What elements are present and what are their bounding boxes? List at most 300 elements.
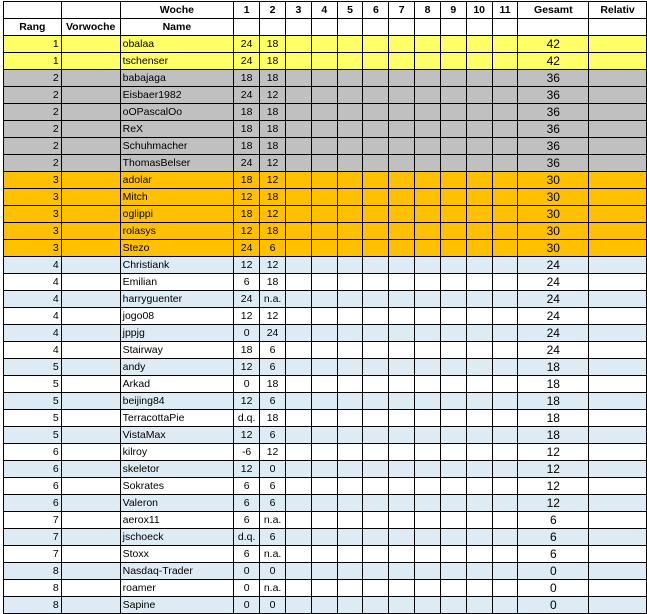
week-9-cell (440, 70, 466, 87)
rang-cell: 6 (4, 444, 62, 461)
week-10-cell (466, 376, 492, 393)
week-2-cell: n.a. (260, 580, 286, 597)
week-10-cell (466, 529, 492, 546)
gesamt-cell: 36 (518, 138, 589, 155)
week-5-cell (337, 53, 363, 70)
week-11-cell (492, 172, 518, 189)
week-9-cell (440, 189, 466, 206)
table-row (4, 461, 647, 478)
gesamt-cell: 12 (518, 444, 589, 461)
week-11-cell (492, 291, 518, 308)
relativ-cell (589, 291, 647, 308)
gesamt-cell: 30 (518, 172, 589, 189)
week-1-cell: 0 (234, 597, 260, 614)
week-2-cell: 18 (260, 36, 286, 53)
week-8-cell (415, 308, 441, 325)
rang-cell: 6 (4, 461, 62, 478)
table-row (4, 495, 647, 512)
vorwoche-cell (61, 121, 120, 138)
rang-cell: 2 (4, 70, 62, 87)
header-empty-cell (440, 19, 466, 36)
relativ-cell (589, 138, 647, 155)
gesamt-cell: 24 (518, 308, 589, 325)
week-2-cell: 24 (260, 325, 286, 342)
week-1-cell: 24 (234, 36, 260, 53)
week-2-cell: 6 (260, 240, 286, 257)
week-4-cell (311, 291, 337, 308)
week-4-cell (311, 563, 337, 580)
week-2-cell: 18 (260, 104, 286, 121)
week-7-cell (389, 529, 415, 546)
rang-cell: 7 (4, 529, 62, 546)
week-9-cell (440, 240, 466, 257)
week-4-cell (311, 274, 337, 291)
week-3-cell (286, 512, 312, 529)
week-1-cell: 6 (234, 478, 260, 495)
week-2-cell: 18 (260, 70, 286, 87)
week-5-cell (337, 240, 363, 257)
rang-cell: 3 (4, 172, 62, 189)
week-5-cell (337, 274, 363, 291)
week-2-cell: 12 (260, 172, 286, 189)
header-empty-cell (589, 19, 647, 36)
vorwoche-cell (61, 104, 120, 121)
rang-cell: 8 (4, 563, 62, 580)
vorwoche-cell (61, 546, 120, 563)
week-8-cell (415, 342, 441, 359)
week-6-cell (363, 87, 389, 104)
rang-cell: 5 (4, 393, 62, 410)
table-row (4, 359, 647, 376)
week-1-cell: d.q. (234, 529, 260, 546)
header-week-3: 3 (286, 2, 312, 19)
table-row (4, 189, 647, 206)
week-9-cell (440, 444, 466, 461)
relativ-cell (589, 376, 647, 393)
week-10-cell (466, 87, 492, 104)
gesamt-cell: 36 (518, 104, 589, 121)
week-1-cell: 24 (234, 155, 260, 172)
week-10-cell (466, 206, 492, 223)
week-9-cell (440, 546, 466, 563)
header-week-5: 5 (337, 2, 363, 19)
week-8-cell (415, 393, 441, 410)
week-5-cell (337, 138, 363, 155)
week-3-cell (286, 53, 312, 70)
week-6-cell (363, 138, 389, 155)
week-10-cell (466, 138, 492, 155)
week-1-cell: 24 (234, 291, 260, 308)
week-11-cell (492, 189, 518, 206)
rang-cell: 3 (4, 206, 62, 223)
week-2-cell: 12 (260, 206, 286, 223)
week-3-cell (286, 563, 312, 580)
week-10-cell (466, 172, 492, 189)
week-2-cell: 18 (260, 410, 286, 427)
week-11-cell (492, 529, 518, 546)
week-4-cell (311, 189, 337, 206)
week-2-cell: 18 (260, 53, 286, 70)
week-1-cell: 18 (234, 138, 260, 155)
header-row-weeks (4, 2, 647, 19)
vorwoche-cell (61, 172, 120, 189)
table-row (4, 410, 647, 427)
week-10-cell (466, 36, 492, 53)
vorwoche-cell (61, 291, 120, 308)
name-cell: VistaMax (120, 427, 234, 444)
week-7-cell (389, 546, 415, 563)
week-8-cell (415, 495, 441, 512)
week-4-cell (311, 410, 337, 427)
week-5-cell (337, 427, 363, 444)
week-11-cell (492, 376, 518, 393)
gesamt-cell: 6 (518, 529, 589, 546)
week-8-cell (415, 172, 441, 189)
gesamt-cell: 0 (518, 563, 589, 580)
rang-cell: 7 (4, 512, 62, 529)
week-4-cell (311, 393, 337, 410)
table-row (4, 257, 647, 274)
week-11-cell (492, 36, 518, 53)
week-4-cell (311, 36, 337, 53)
week-3-cell (286, 308, 312, 325)
week-9-cell (440, 274, 466, 291)
gesamt-cell: 12 (518, 461, 589, 478)
gesamt-cell: 36 (518, 87, 589, 104)
rang-cell: 7 (4, 546, 62, 563)
relativ-cell (589, 223, 647, 240)
week-3-cell (286, 155, 312, 172)
week-11-cell (492, 512, 518, 529)
week-4-cell (311, 529, 337, 546)
vorwoche-cell (61, 461, 120, 478)
week-4-cell (311, 512, 337, 529)
week-8-cell (415, 529, 441, 546)
rang-cell: 6 (4, 478, 62, 495)
table-row (4, 274, 647, 291)
name-cell: babajaga (120, 70, 234, 87)
week-2-cell: 0 (260, 563, 286, 580)
table-row (4, 597, 647, 614)
header-week-7: 7 (389, 2, 415, 19)
week-10-cell (466, 393, 492, 410)
week-8-cell (415, 325, 441, 342)
week-5-cell (337, 206, 363, 223)
week-7-cell (389, 36, 415, 53)
header-week-1: 1 (234, 2, 260, 19)
week-2-cell: 6 (260, 529, 286, 546)
week-11-cell (492, 206, 518, 223)
name-cell: Stoxx (120, 546, 234, 563)
week-7-cell (389, 478, 415, 495)
week-3-cell (286, 274, 312, 291)
vorwoche-cell (61, 580, 120, 597)
week-3-cell (286, 478, 312, 495)
week-1-cell: 0 (234, 563, 260, 580)
week-9-cell (440, 308, 466, 325)
week-5-cell (337, 580, 363, 597)
name-cell: rolasys (120, 223, 234, 240)
week-1-cell: 6 (234, 495, 260, 512)
week-5-cell (337, 563, 363, 580)
week-8-cell (415, 223, 441, 240)
week-10-cell (466, 325, 492, 342)
week-7-cell (389, 580, 415, 597)
week-3-cell (286, 240, 312, 257)
gesamt-cell: 30 (518, 206, 589, 223)
gesamt-cell: 36 (518, 121, 589, 138)
week-9-cell (440, 121, 466, 138)
week-5-cell (337, 87, 363, 104)
week-5-cell (337, 342, 363, 359)
week-6-cell (363, 495, 389, 512)
week-7-cell (389, 206, 415, 223)
week-9-cell (440, 291, 466, 308)
header-empty-cell (389, 19, 415, 36)
table-row (4, 427, 647, 444)
week-5-cell (337, 597, 363, 614)
rang-cell: 5 (4, 427, 62, 444)
gesamt-cell: 18 (518, 359, 589, 376)
week-5-cell (337, 393, 363, 410)
week-3-cell (286, 121, 312, 138)
week-5-cell (337, 291, 363, 308)
week-2-cell: 6 (260, 359, 286, 376)
vorwoche-cell (61, 257, 120, 274)
header-gesamt: Gesamt (518, 2, 589, 19)
gesamt-cell: 24 (518, 342, 589, 359)
name-cell: jppjg (120, 325, 234, 342)
week-3-cell (286, 325, 312, 342)
relativ-cell (589, 53, 647, 70)
header-blank-rang (4, 2, 62, 19)
gesamt-cell: 24 (518, 291, 589, 308)
week-9-cell (440, 87, 466, 104)
rang-cell: 4 (4, 308, 62, 325)
table-row (4, 291, 647, 308)
week-4-cell (311, 87, 337, 104)
table-row (4, 138, 647, 155)
rang-cell: 3 (4, 223, 62, 240)
week-2-cell: 6 (260, 393, 286, 410)
name-cell: tschenser (120, 53, 234, 70)
table-row (4, 121, 647, 138)
week-7-cell (389, 257, 415, 274)
week-11-cell (492, 597, 518, 614)
week-5-cell (337, 36, 363, 53)
gesamt-cell: 18 (518, 393, 589, 410)
week-11-cell (492, 410, 518, 427)
week-1-cell: 0 (234, 325, 260, 342)
header-name: Name (120, 19, 234, 36)
week-9-cell (440, 342, 466, 359)
week-10-cell (466, 444, 492, 461)
header-empty-cell (363, 19, 389, 36)
vorwoche-cell (61, 359, 120, 376)
week-6-cell (363, 172, 389, 189)
relativ-cell (589, 597, 647, 614)
name-cell: ThomasBelser (120, 155, 234, 172)
week-3-cell (286, 342, 312, 359)
week-1-cell: 24 (234, 240, 260, 257)
week-2-cell: 18 (260, 223, 286, 240)
week-3-cell (286, 597, 312, 614)
week-4-cell (311, 121, 337, 138)
vorwoche-cell (61, 342, 120, 359)
name-cell: beijing84 (120, 393, 234, 410)
header-empty-cell (466, 19, 492, 36)
week-4-cell (311, 53, 337, 70)
gesamt-cell: 6 (518, 546, 589, 563)
week-6-cell (363, 274, 389, 291)
week-7-cell (389, 444, 415, 461)
rang-cell: 2 (4, 104, 62, 121)
week-8-cell (415, 155, 441, 172)
week-6-cell (363, 308, 389, 325)
week-6-cell (363, 342, 389, 359)
week-9-cell (440, 36, 466, 53)
relativ-cell (589, 325, 647, 342)
week-7-cell (389, 427, 415, 444)
week-3-cell (286, 546, 312, 563)
name-cell: Sapine (120, 597, 234, 614)
week-3-cell (286, 393, 312, 410)
week-10-cell (466, 546, 492, 563)
week-11-cell (492, 546, 518, 563)
gesamt-cell: 36 (518, 70, 589, 87)
table-row (4, 393, 647, 410)
header-relativ: Relativ (589, 2, 647, 19)
week-8-cell (415, 478, 441, 495)
week-4-cell (311, 342, 337, 359)
week-8-cell (415, 70, 441, 87)
week-1-cell: 18 (234, 121, 260, 138)
name-cell: Stairway (120, 342, 234, 359)
week-2-cell: 0 (260, 461, 286, 478)
week-5-cell (337, 495, 363, 512)
relativ-cell (589, 257, 647, 274)
relativ-cell (589, 36, 647, 53)
week-1-cell: 6 (234, 274, 260, 291)
week-4-cell (311, 495, 337, 512)
name-cell: skeletor (120, 461, 234, 478)
week-1-cell: 12 (234, 308, 260, 325)
vorwoche-cell (61, 529, 120, 546)
week-5-cell (337, 155, 363, 172)
week-6-cell (363, 410, 389, 427)
gesamt-cell: 12 (518, 478, 589, 495)
week-8-cell (415, 359, 441, 376)
week-1-cell: 12 (234, 223, 260, 240)
week-6-cell (363, 563, 389, 580)
rang-cell: 4 (4, 257, 62, 274)
week-9-cell (440, 155, 466, 172)
vorwoche-cell (61, 274, 120, 291)
table-row (4, 155, 647, 172)
relativ-cell (589, 342, 647, 359)
week-11-cell (492, 478, 518, 495)
rang-cell: 2 (4, 155, 62, 172)
vorwoche-cell (61, 325, 120, 342)
rang-cell: 1 (4, 53, 62, 70)
header-blank-vorwoche (61, 2, 120, 19)
week-6-cell (363, 512, 389, 529)
name-cell: andy (120, 359, 234, 376)
week-10-cell (466, 121, 492, 138)
week-4-cell (311, 172, 337, 189)
week-10-cell (466, 563, 492, 580)
vorwoche-cell (61, 376, 120, 393)
week-7-cell (389, 512, 415, 529)
week-4-cell (311, 376, 337, 393)
name-cell: oOPascalOo (120, 104, 234, 121)
week-7-cell (389, 223, 415, 240)
week-1-cell: 24 (234, 87, 260, 104)
name-cell: Sokrates (120, 478, 234, 495)
week-3-cell (286, 376, 312, 393)
week-7-cell (389, 155, 415, 172)
name-cell: adolar (120, 172, 234, 189)
week-11-cell (492, 257, 518, 274)
week-8-cell (415, 36, 441, 53)
week-3-cell (286, 427, 312, 444)
week-11-cell (492, 87, 518, 104)
gesamt-cell: 6 (518, 512, 589, 529)
name-cell: Emilian (120, 274, 234, 291)
week-11-cell (492, 308, 518, 325)
week-9-cell (440, 138, 466, 155)
week-11-cell (492, 359, 518, 376)
week-7-cell (389, 240, 415, 257)
week-10-cell (466, 580, 492, 597)
week-8-cell (415, 512, 441, 529)
week-5-cell (337, 376, 363, 393)
week-7-cell (389, 393, 415, 410)
vorwoche-cell (61, 155, 120, 172)
table-row (4, 563, 647, 580)
relativ-cell (589, 427, 647, 444)
week-3-cell (286, 36, 312, 53)
week-6-cell (363, 478, 389, 495)
week-10-cell (466, 461, 492, 478)
week-6-cell (363, 121, 389, 138)
relativ-cell (589, 206, 647, 223)
rang-cell: 4 (4, 291, 62, 308)
gesamt-cell: 42 (518, 36, 589, 53)
name-cell: Mitch (120, 189, 234, 206)
rang-cell: 3 (4, 240, 62, 257)
week-10-cell (466, 495, 492, 512)
week-6-cell (363, 53, 389, 70)
gesamt-cell: 30 (518, 240, 589, 257)
table-row (4, 240, 647, 257)
week-8-cell (415, 563, 441, 580)
header-week-11: 11 (492, 2, 518, 19)
week-5-cell (337, 104, 363, 121)
name-cell: TerracottaPie (120, 410, 234, 427)
week-6-cell (363, 325, 389, 342)
header-week-8: 8 (415, 2, 441, 19)
week-8-cell (415, 240, 441, 257)
relativ-cell (589, 563, 647, 580)
week-4-cell (311, 308, 337, 325)
vorwoche-cell (61, 87, 120, 104)
week-8-cell (415, 138, 441, 155)
week-3-cell (286, 495, 312, 512)
week-2-cell: n.a. (260, 546, 286, 563)
week-6-cell (363, 155, 389, 172)
week-8-cell (415, 427, 441, 444)
